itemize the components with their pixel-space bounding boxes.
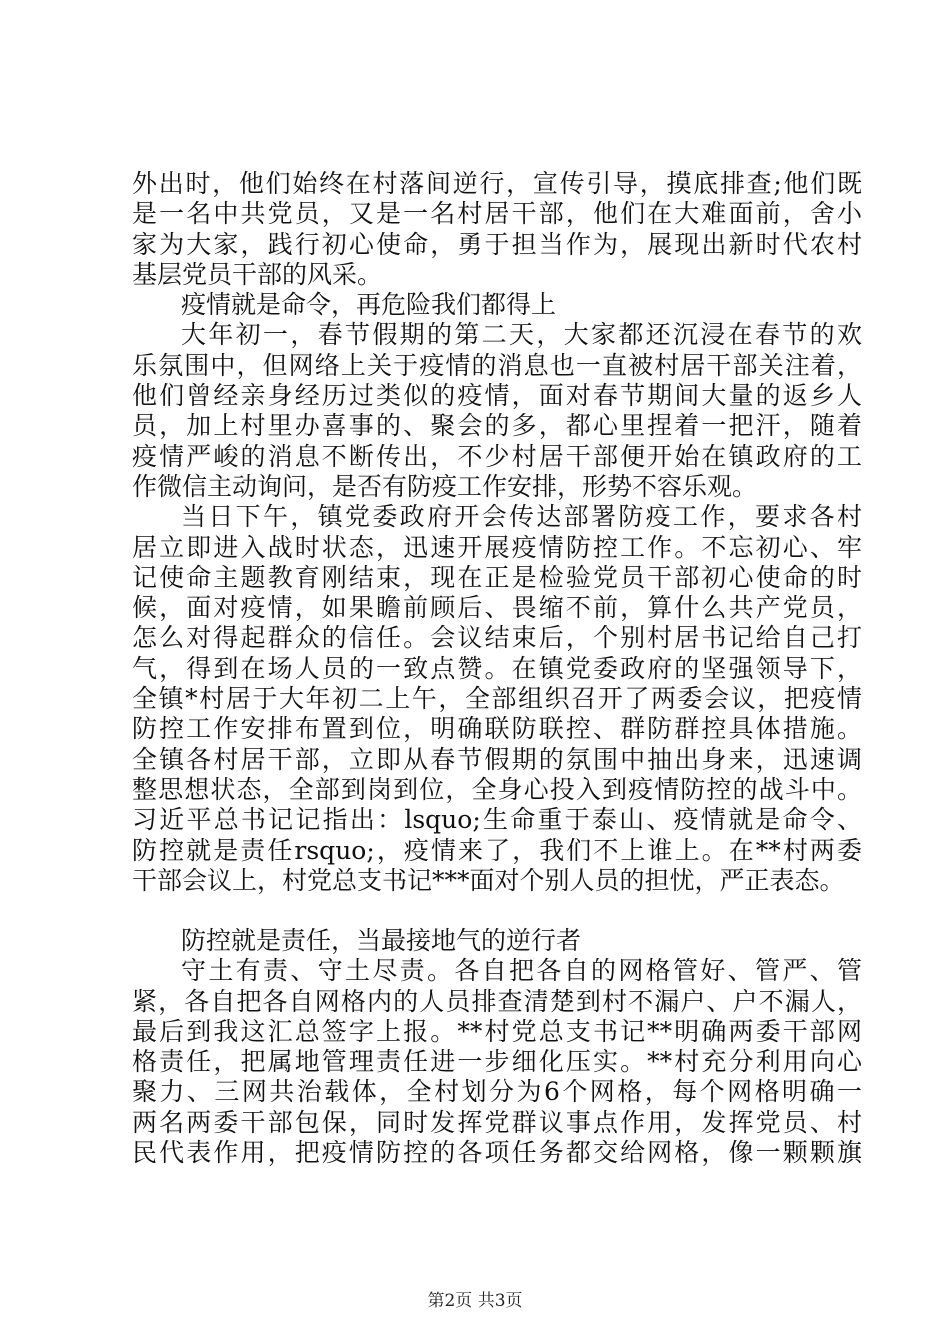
paragraph-3-line-5: 怎么对得起群众的信任。会议结束后，个别村居书记给自己打 bbox=[132, 623, 862, 653]
paragraph-4 bbox=[132, 956, 862, 1168]
paragraph-4-line-1: 守土有责、守土尽责。各自把各自的网格管好、管严、管 bbox=[181, 956, 862, 986]
paragraph-3-line-3: 记使命主题教育刚结束，现在正是检验党员干部初心使命的时 bbox=[132, 562, 862, 592]
paragraph-4-line-6: 两名两委干部包保，同时发挥党群议事点作用，发挥党员、村 bbox=[132, 1107, 862, 1137]
paragraph-2-line-2: 乐氛围中，但网络上关于疫情的消息也一直被村居干部关注着， bbox=[132, 350, 862, 380]
paragraph-4-line-2: 紧，各自把各自网格内的人员排查清楚到村不漏户、户不漏人， bbox=[132, 986, 862, 1016]
paragraph-2-line-4: 员，加上村里办喜事的、聚会的多，都心里捏着一把汗，随着 bbox=[132, 411, 862, 441]
section-heading-1: 疫情就是命令，再危险我们都得上 bbox=[181, 290, 557, 320]
paragraph-3-line-10: 整思想状态，全部到岗到位，全身心投入到疫情防控的战斗中。 bbox=[132, 774, 862, 804]
paragraph-4-line-3: 最后到我这汇总签字上报。**村党总支书记**明确两委干部网 bbox=[132, 1016, 862, 1046]
section-heading-2: 防控就是责任，当最接地气的逆行者 bbox=[181, 926, 582, 955]
paragraph-3-line-7: 全镇*村居于大年初二上午，全部组织召开了两委会议，把疫情 bbox=[132, 684, 862, 714]
page-number-label: 第2页 共3页 bbox=[427, 1291, 523, 1311]
paragraph-2 bbox=[132, 320, 862, 502]
paragraph-3-line-8: 防控工作安排布置到位，明确联防联控、群防群控具体措施。 bbox=[132, 714, 862, 744]
paragraph-3-line-9: 全镇各村居干部，立即从春节假期的氛围中抽出身来，迅速调 bbox=[132, 744, 862, 774]
paragraph-3-line-13: 干部会议上，村党总支书记***面对个别人员的担忧，严正表态。 bbox=[132, 865, 845, 895]
paragraph-2-line-1: 大年初一，春节假期的第二天，大家都还沉浸在春节的欢 bbox=[181, 320, 862, 350]
paragraph-1-line-4: 基层党员干部的风采。 bbox=[132, 259, 383, 289]
paragraph-3-line-4: 候，面对疫情，如果瞻前顾后、畏缩不前，算什么共产党员， bbox=[132, 593, 862, 623]
paragraph-1 bbox=[132, 169, 862, 290]
paragraph-3-line-11: 习近平总书记记指出：lsquo;生命重于泰山、疫情就是命令、 bbox=[132, 805, 862, 835]
paragraph-4-line-7: 民代表作用，把疫情防控的各项任务都交给网格，像一颗颗旗 bbox=[132, 1138, 862, 1168]
paragraph-3-line-2: 居立即进入战时状态，迅速开展疫情防控工作。不忘初心、牢 bbox=[132, 532, 862, 562]
page-footer bbox=[0, 1290, 950, 1312]
paragraph-2-line-5: 疫情严峻的消息不断传出，不少村居干部便开始在镇政府的工 bbox=[132, 441, 862, 471]
paragraph-4-line-4: 格责任，把属地管理责任进一步细化压实。**村充分利用向心 bbox=[132, 1047, 862, 1077]
paragraph-2-line-3: 他们曾经亲身经历过类似的疫情，面对春节期间大量的返乡人 bbox=[132, 381, 862, 411]
paragraph-4-line-5: 聚力、三网共治载体，全村划分为6个网格，每个网格明确一 bbox=[132, 1077, 862, 1107]
text-block-bottom bbox=[132, 926, 862, 1168]
paragraph-3-line-1: 当日下午，镇党委政府开会传达部署防疫工作，要求各村 bbox=[181, 502, 862, 532]
paragraph-3-line-12: 防控就是责任rsquo;，疫情来了，我们不上谁上。在**村两委 bbox=[132, 835, 862, 865]
paragraph-1-line-2: 是一名中共党员，又是一名村居干部，他们在大难面前，舍小 bbox=[132, 199, 862, 229]
paragraph-2-line-6: 作微信主动询问，是否有防疫工作安排，形势不容乐观。 bbox=[132, 471, 758, 501]
text-block-top bbox=[132, 169, 862, 896]
paragraph-3 bbox=[132, 502, 862, 896]
paragraph-3-line-6: 气，得到在场人员的一致点赞。在镇党委政府的坚强领导下， bbox=[132, 653, 862, 683]
paragraph-1-line-3: 家为大家，践行初心使命，勇于担当作为，展现出新时代农村 bbox=[132, 229, 862, 259]
paragraph-1-line-1: 外出时，他们始终在村落间逆行，宣传引导，摸底排查;他们既 bbox=[132, 169, 862, 198]
